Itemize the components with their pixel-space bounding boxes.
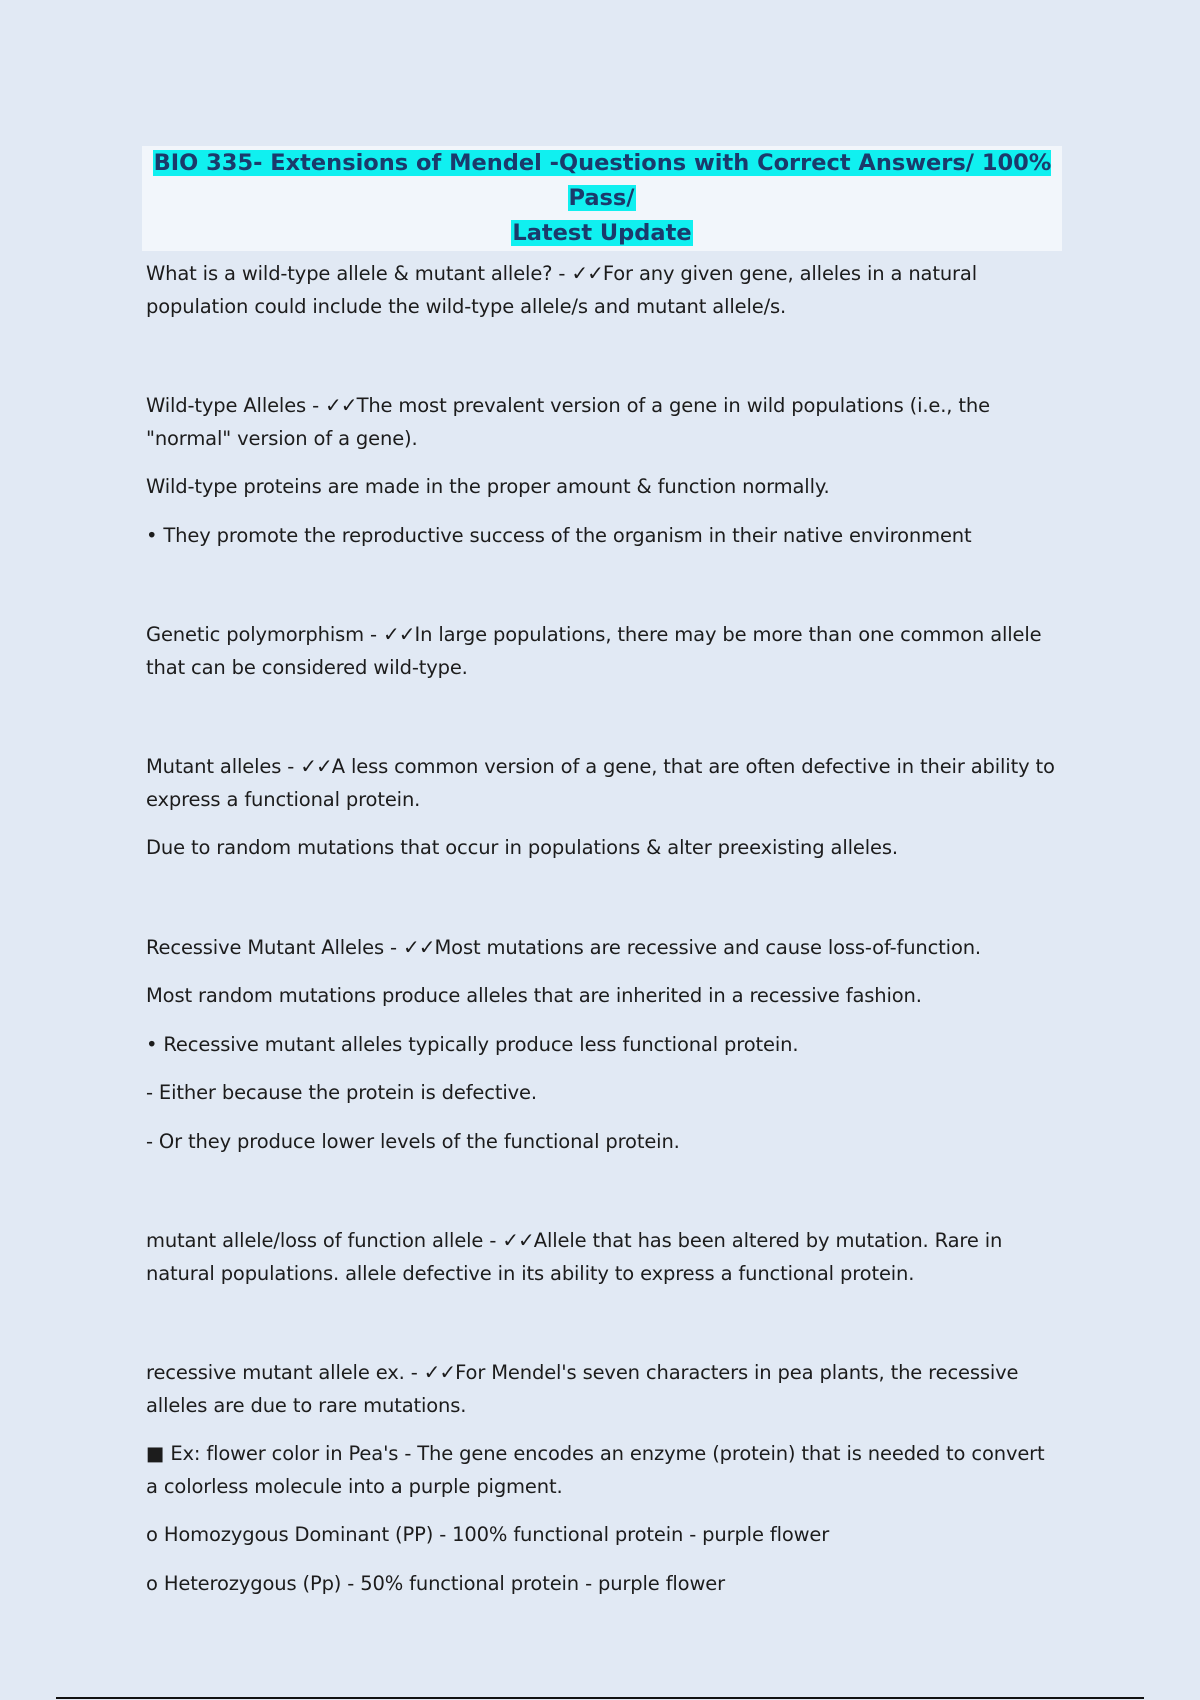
qa-answer: Most mutations are recessive and cause loss-of-function. (434, 935, 981, 959)
qa-extra-line: - Either because the protein is defective. (146, 1081, 537, 1104)
qa-block (146, 389, 1058, 552)
qa-extra-line: ■ Ex: flower color in Pea's - The gene encodes an enzyme (protein) that is needed to convert a colorless molecule into a purple pigment. (146, 1442, 1045, 1498)
qa-extra-line: Wild-type proteins are made in the proper amount & function normally. (146, 475, 830, 498)
qa-extra-line: Most random mutations produce alleles that are inherited in a recessive fashion. (146, 984, 922, 1007)
qa-question (146, 389, 1058, 455)
qa-answer: Allele that has been altered by mutation. Rare in natural populations. allele defective in its ability to express a functional protein. (146, 1229, 1003, 1285)
qa-extra-line: • Recessive mutant alleles typically produce less functional protein. (146, 1032, 799, 1056)
qa-question (146, 257, 1058, 323)
qa-term: What is a wild-type allele & mutant allele? - (146, 262, 572, 285)
qa-extra-line: o Homozygous Dominant (PP) - 100% functional protein - purple flower (146, 1523, 830, 1546)
qa-answer: The most prevalent version of a gene in wild populations (i.e., the "normal" version of a gene). (146, 394, 990, 450)
checkmark-icon: ✓✓ (300, 754, 332, 778)
qa-extra-line: - Or they produce lower levels of the functional protein. (146, 1129, 680, 1153)
checkmark-icon: ✓✓ (382, 622, 415, 646)
qa-term: Mutant alleles - (146, 755, 301, 778)
document-title (142, 146, 1062, 251)
qa-block (146, 1224, 1058, 1290)
qa-extra-line: Due to random mutations that occur in populations & alter preexisting alleles. (146, 836, 898, 859)
checkmark-icon: ✓✓ (423, 1360, 456, 1384)
qa-question (146, 750, 1058, 816)
qa-answer: In large populations, there may be more than one common allele that can be considered wild-type. (146, 623, 1042, 679)
qa-answer: For Mendel's seven characters in pea plants, the recessive alleles are due to rare mutations. (146, 1361, 1019, 1417)
qa-block (146, 257, 1058, 323)
document-page (146, 146, 1058, 1666)
checkmark-icon: ✓✓ (402, 934, 435, 959)
qa-term: mutant allele/loss of function allele - (146, 1229, 503, 1252)
qa-list (146, 257, 1058, 1600)
checkmark-icon: ✓✓ (571, 261, 603, 285)
qa-term: Wild-type Alleles - (146, 394, 326, 417)
qa-question (146, 931, 1058, 965)
qa-term: Recessive Mutant Alleles - (146, 935, 403, 959)
qa-question (146, 1356, 1058, 1422)
qa-answer: A less common version of a gene, that are often defective in their ability to express a functional protein. (146, 755, 1055, 811)
qa-question (146, 1224, 1058, 1290)
qa-block (146, 618, 1058, 684)
qa-answer: For any given gene, alleles in a natural population could include the wild-type allele/s and mutant allele/s. (146, 262, 977, 318)
qa-extra-line: • They promote the reproductive success of the organism in their native environment (146, 523, 972, 547)
title-line-2: Latest Update (512, 220, 692, 246)
checkmark-icon: ✓✓ (325, 393, 357, 417)
footer-divider (56, 1697, 1144, 1699)
qa-question (146, 618, 1058, 684)
qa-term: Genetic polymorphism - (146, 623, 383, 646)
qa-term: recessive mutant allele ex. - (146, 1361, 424, 1384)
qa-block (146, 750, 1058, 865)
title-line-1: BIO 335- Extensions of Mendel -Questions with Correct Answers/ 100% Pass/ (153, 150, 1052, 211)
qa-extra-line: o Heterozygous (Pp) - 50% functional protein - purple flower (146, 1571, 725, 1595)
qa-block (146, 931, 1058, 1159)
checkmark-icon: ✓✓ (502, 1228, 534, 1252)
qa-block (146, 1356, 1058, 1600)
